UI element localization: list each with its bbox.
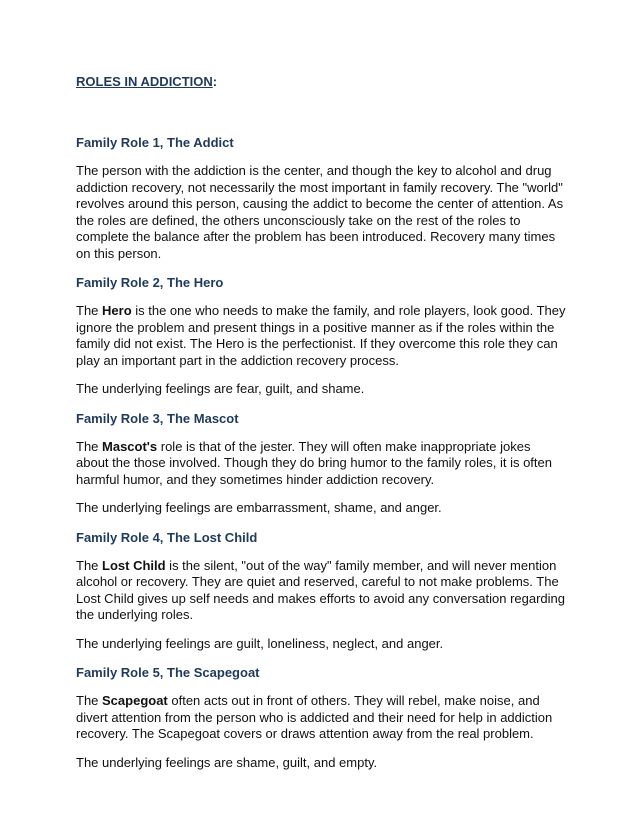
page-title <box>76 74 217 89</box>
section-heading: Family Role 2, The Hero <box>76 275 224 290</box>
section-description: The Scapegoat often acts out in front of others. They will rebel, make noise, and divert attention from the person who is addicted and their need for help in addiction recovery. The Scapegoat covers or draws attention away from the real problem. <box>76 693 553 741</box>
underlying-feelings: The underlying feelings are guilt, loneliness, neglect, and anger. <box>76 635 444 651</box>
section-heading: Family Role 1, The Addict <box>76 135 234 150</box>
title-text: ROLES IN ADDICTION <box>76 74 213 89</box>
document-body <box>76 134 566 783</box>
title-colon: : <box>212 74 218 89</box>
section-description: The person with the addiction is the center, and though the key to alcohol and drug addiction recovery, not necessarily the most important in family recovery. The "world" revolves around this person, causing the addict to become the center of attention. As the roles are defined, the others unconsciously take on the rest of the roles to complete the balance after the problem has been introduced. Recovery many times on this person. <box>76 163 564 261</box>
role-name-bold: Lost Child <box>102 557 166 573</box>
role-name-bold: Hero <box>102 303 132 318</box>
section-heading: Family Role 3, The Mascot <box>76 410 239 426</box>
section-heading: Family Role 5, The Scapegoat <box>76 665 260 680</box>
underlying-feelings: The underlying feelings are shame, guilt, and empty. <box>76 754 378 770</box>
section-heading: Family Role 4, The Lost Child <box>76 529 258 545</box>
section-description: The Hero is the one who needs to make the family, and role players, look good. They ignore the problem and present things in a positive manner as if the roles within the family did not exist. The Hero is the perfectionist. If they overcome this role they can play an important part in the addiction recovery process. <box>76 303 566 368</box>
role-name-bold: Scapegoat <box>102 693 168 708</box>
section-description: The Mascot's role is that of the jester. They will often make inappropriate jokes about the those involved. Though they do bring humor to the family roles, it is often harmful humor, and they sometimes hinder addiction recovery. <box>76 438 552 487</box>
underlying-feelings: The underlying feelings are embarrassment, shame, and anger. <box>76 500 442 515</box>
role-name-bold: Mascot's <box>102 438 158 454</box>
underlying-feelings: The underlying feelings are fear, guilt, and shame. <box>76 381 365 396</box>
section-description: The Lost Child is the silent, "out of the way" family member, and will never mention alcohol or recovery. They are quiet and reserved, careful to not make problems. The Lost Child gives up self needs and makes efforts to avoid any conversation regarding the underlying roles. <box>76 557 565 622</box>
